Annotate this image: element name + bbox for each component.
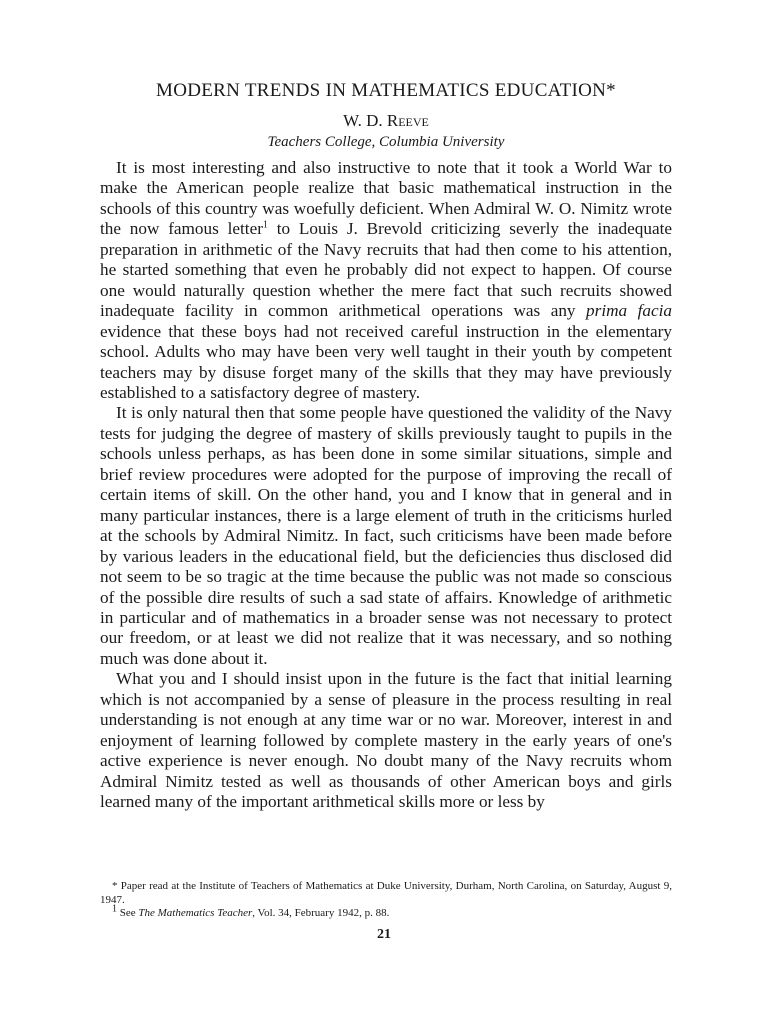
article-page xyxy=(100,78,672,813)
paragraph-1-part-c: evidence that these boys had not received careful instruction in the elementary school. Adults who may have been very well taught in their youth by competent teachers may by disuse forget many of the skills that they may have previously established to a satisfactory degree of mastery. xyxy=(100,321,672,402)
paragraph-3: What you and I should insist upon in the future is the fact that initial learning which is not accompanied by a sense of pleasure in the process resulting in real understanding is not enough at any time war or no war. Moreover, interest in and enjoyment of learning followed by complete mastery in the early years of one's active experience is never enough. No doubt many of the Navy recruits whom Admiral Nimitz tested as well as thousands of other American boys and girls learned many of the important arithmetical skills more or less by xyxy=(100,669,672,812)
footnote-1-part-a: See xyxy=(117,907,139,919)
footnote-1-journal: The Mathematics Teacher xyxy=(138,907,253,919)
italic-phrase: prima facia xyxy=(586,301,672,321)
paragraph-1-part-b: to Louis J. Brevold criticizing severly the inadequate preparation in arithmetic of the Navy recruits that had then come to his attention, he started something that even he probably did not expect to happen. Of course one would naturally question whether the mere fact that such recruits showed inadequate facility in common arithmetical operations was any xyxy=(100,219,672,321)
footnote-1 xyxy=(100,903,672,921)
footnote-ref-1: 1 xyxy=(262,219,268,231)
article-author: W. D. Reeve xyxy=(343,111,429,130)
page-number: 21 xyxy=(377,927,391,942)
footnotes xyxy=(100,880,672,921)
author-affiliation: Teachers College, Columbia University xyxy=(267,134,505,150)
footnote-1-part-b: , Vol. 34, February 1942, p. 88. xyxy=(252,907,390,919)
article-title: MODERN TRENDS IN MATHEMATICS EDUCATION* xyxy=(156,80,616,101)
paragraph-1-part-a: It is most interesting and also instructive to note that it took a World War to make the American people realize that basic mathematical instruction in the schools of this country was woefully deficient. When Admiral W. O. Nimitz wrote the now famous letter xyxy=(100,158,672,239)
footnote-1-mark: 1 xyxy=(112,903,117,915)
paragraph-1 xyxy=(100,158,672,403)
paragraph-2: It is only natural then that some people have questioned the validity of the Navy tests for judging the degree of mastery of skills previously taught to pupils in the schools unless perhaps, as has been done in some similar situations, simple and brief review procedures were adopted for the purpose of improving the recall of certain items of skill. On the other hand, you and I know that in general and in many particular instances, there is a large element of truth in the criticisms hurled at the schools by Admiral Nimitz. In fact, such criticisms have been made before by various leaders in the educational field, but the deficiencies thus disclosed did not seem to be so tragic at the time because the public was not made so conscious of the possible dire results of such a sad state of affairs. Knowledge of arithmetic in particular and of mathematics in a broader sense was not necessary to protect our freedom, or at least we did not realize that it was necessary, and so nothing much was done about it. xyxy=(100,403,672,668)
article-body xyxy=(100,158,672,813)
footnote-star: * Paper read at the Institute of Teachers of Mathematics at Duke University, Durham, North Carolina, on Saturday, August 9, 1947. xyxy=(100,880,672,906)
